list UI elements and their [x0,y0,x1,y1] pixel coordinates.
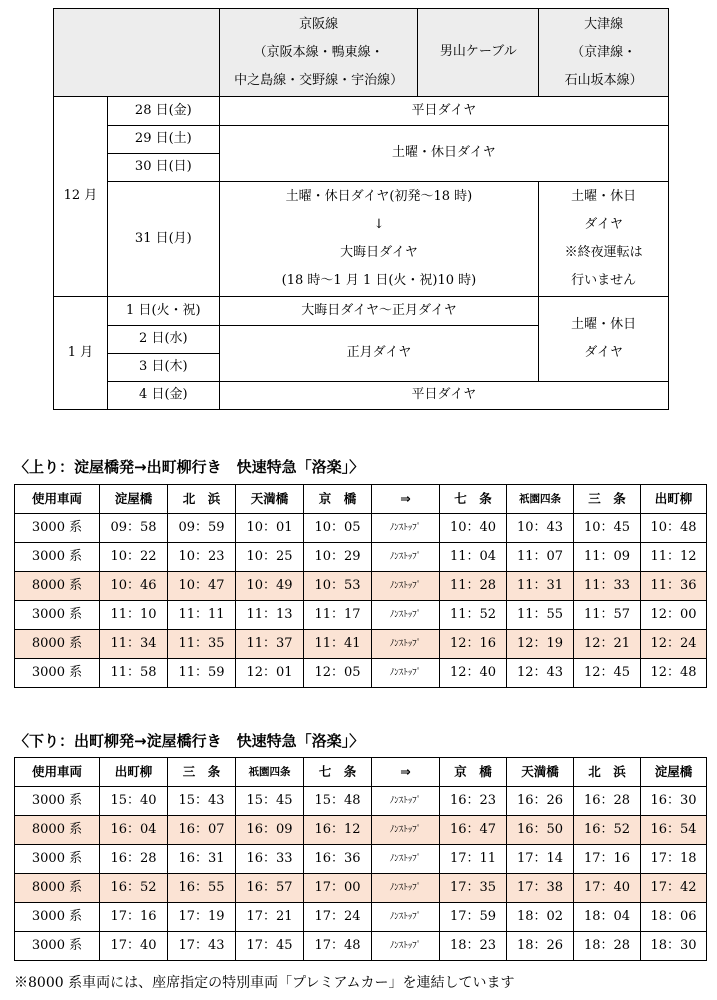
time-cell: 12：21 [574,630,641,659]
table-row [15,932,707,961]
time-cell: 16：52 [100,874,168,903]
vehicle-type-cell: 3000 系 [15,543,100,572]
nonstop-cell: ﾉﾝｽﾄｯﾌﾟ [372,845,440,874]
nonstop-cell: ﾉﾝｽﾄｯﾌﾟ [372,903,440,932]
day-j1: 1 日(火・祝) [107,297,219,326]
col-header: 祇園四条 [236,758,304,787]
d31-line-1: 土曜・休日ダイヤ(初発～18 時) [285,189,473,204]
time-cell: 12：40 [440,659,507,688]
col-header: 出町柳 [641,485,707,514]
time-cell: 11：17 [304,601,372,630]
time-cell: 16：12 [304,816,372,845]
time-cell: 15：40 [100,787,168,816]
time-cell: 17：24 [304,903,372,932]
time-cell: 18：26 [507,932,574,961]
col-header: 三 条 [574,485,641,514]
cell-otsu-31 [539,182,669,297]
time-cell: 10：48 [641,514,707,543]
time-cell: 11：34 [100,630,168,659]
time-cell: 15：43 [168,787,236,816]
vehicle-type-cell: 8000 系 [15,874,100,903]
time-cell: 16：50 [507,816,574,845]
time-cell: 17：16 [100,903,168,932]
time-cell: 17：11 [440,845,507,874]
col-header-arrow: ⇒ [372,758,440,787]
up-timetable-body [15,514,707,688]
time-cell: 15：48 [304,787,372,816]
col-header: 京 橋 [304,485,372,514]
time-cell: 10：53 [304,572,372,601]
up-header-row [15,485,707,514]
table-row [15,572,707,601]
time-cell: 17：16 [574,845,641,874]
down-timetable-heading: 〈下り：出町柳発→淀屋橋行き 快速特急「洛楽」〉 [14,732,365,750]
month-january: 1 月 [54,297,108,410]
col-header: 使用車両 [15,485,100,514]
time-cell: 15：45 [236,787,304,816]
time-cell: 12：43 [507,659,574,688]
nonstop-cell: ﾉﾝｽﾄｯﾌﾟ [372,514,440,543]
time-cell: 10：47 [168,572,236,601]
time-cell: 11：58 [100,659,168,688]
table-row [15,601,707,630]
table-row [15,816,707,845]
col-header: 淀屋橋 [641,758,707,787]
day-31: 31 日(月) [107,182,219,297]
col-header-arrow: ⇒ [372,485,440,514]
vehicle-type-cell: 8000 系 [15,816,100,845]
time-cell: 11：37 [236,630,304,659]
cell-weekend-29-30: 土曜・休日ダイヤ [219,126,668,182]
table-row [15,543,707,572]
keihan-subtitle-2: 中之島線・交野線・宇治線） [234,72,404,88]
nonstop-cell: ﾉﾝｽﾄｯﾌﾟ [372,543,440,572]
time-cell: 18：04 [574,903,641,932]
day-28: 28 日(金) [107,97,219,126]
time-cell: 17：45 [236,932,304,961]
time-cell: 10：46 [100,572,168,601]
table-row [15,659,707,688]
time-cell: 09：59 [168,514,236,543]
time-cell: 10：05 [304,514,372,543]
time-cell: 11：13 [236,601,304,630]
down-timetable [14,757,707,961]
col-header: 京 橋 [440,758,507,787]
time-cell: 17：21 [236,903,304,932]
otsu31-line-3: ※終夜運転は [564,245,643,260]
time-cell: 11：41 [304,630,372,659]
otsu-subtitle-2: 石山坂本線） [564,72,643,88]
time-cell: 12：05 [304,659,372,688]
nonstop-cell: ﾉﾝｽﾄｯﾌﾟ [372,630,440,659]
time-cell: 17：35 [440,874,507,903]
time-cell: 11：07 [507,543,574,572]
vehicle-type-cell: 8000 系 [15,572,100,601]
time-cell: 12：45 [574,659,641,688]
otsujan-line-1: 土曜・休日 [571,317,637,332]
time-cell: 16：04 [100,816,168,845]
col-header: 淀屋橋 [100,485,168,514]
otsu-title: 大津線 [584,16,624,32]
col-header: 天満橋 [236,485,304,514]
day-j3: 3 日(木) [107,354,219,382]
time-cell: 10：22 [100,543,168,572]
time-cell: 11：59 [168,659,236,688]
down-timetable-body [15,787,707,961]
up-timetable [14,484,707,688]
vehicle-type-cell: 8000 系 [15,630,100,659]
holiday-schedule-table [53,8,669,410]
time-cell: 17：42 [641,874,707,903]
time-cell: 17：48 [304,932,372,961]
time-cell: 11：10 [100,601,168,630]
header-cable: 男山ケーブル [418,9,539,97]
cell-weekday-28: 平日ダイヤ [219,97,668,126]
col-header: 北 浜 [574,758,641,787]
time-cell: 16：31 [168,845,236,874]
nonstop-cell: ﾉﾝｽﾄｯﾌﾟ [372,874,440,903]
header-keihan [219,9,418,97]
time-cell: 11：28 [440,572,507,601]
otsujan-line-2: ダイヤ [584,345,623,360]
table-row [15,514,707,543]
vehicle-type-cell: 3000 系 [15,845,100,874]
table-row [15,630,707,659]
time-cell: 10：40 [440,514,507,543]
nonstop-cell: ﾉﾝｽﾄｯﾌﾟ [372,601,440,630]
otsu-subtitle-1: （京津線・ [571,44,637,60]
nonstop-cell: ﾉﾝｽﾄｯﾌﾟ [372,787,440,816]
time-cell: 16：28 [574,787,641,816]
col-header: 天満橋 [507,758,574,787]
time-cell: 16：33 [236,845,304,874]
time-cell: 16：09 [236,816,304,845]
col-header: 祇園四条 [507,485,574,514]
time-cell: 11：57 [574,601,641,630]
vehicle-type-cell: 3000 系 [15,787,100,816]
time-cell: 16：55 [168,874,236,903]
table-row [15,903,707,932]
time-cell: 17：38 [507,874,574,903]
vehicle-type-cell: 3000 系 [15,932,100,961]
d31-line-4: (18 時～1 月 1 日(火・祝)10 時) [281,273,477,288]
keihan-subtitle-1: （京阪本線・鴨東線・ [253,44,384,60]
time-cell: 16：07 [168,816,236,845]
nonstop-cell: ﾉﾝｽﾄｯﾌﾟ [372,659,440,688]
d31-line-3: 大晦日ダイヤ [340,245,418,260]
time-cell: 18：02 [507,903,574,932]
time-cell: 12：19 [507,630,574,659]
nonstop-cell: ﾉﾝｽﾄｯﾌﾟ [372,572,440,601]
time-cell: 10：43 [507,514,574,543]
time-cell: 17：18 [641,845,707,874]
time-cell: 11：55 [507,601,574,630]
day-j2: 2 日(水) [107,326,219,354]
time-cell: 10：23 [168,543,236,572]
time-cell: 11：52 [440,601,507,630]
time-cell: 11：31 [507,572,574,601]
time-cell: 11：35 [168,630,236,659]
time-cell: 11：04 [440,543,507,572]
time-cell: 17：40 [100,932,168,961]
time-cell: 16：47 [440,816,507,845]
time-cell: 18：30 [641,932,707,961]
time-cell: 11：12 [641,543,707,572]
table-row [15,787,707,816]
keihan-title: 京阪線 [299,16,339,32]
cell-shogatsu: 正月ダイヤ [219,326,538,382]
col-header: 使用車両 [15,758,100,787]
time-cell: 10：29 [304,543,372,572]
table-row [15,874,707,903]
time-cell: 17：19 [168,903,236,932]
time-cell: 10：25 [236,543,304,572]
cell-otsu-jan [539,297,669,382]
col-header: 七 条 [440,485,507,514]
up-timetable-heading: 〈上り：淀屋橋発→出町柳行き 快速特急「洛楽」〉 [14,458,365,476]
day-29: 29 日(土) [107,126,219,154]
time-cell: 17：59 [440,903,507,932]
time-cell: 12：00 [641,601,707,630]
time-cell: 16：30 [641,787,707,816]
cell-keihan-31 [219,182,538,297]
time-cell: 16：23 [440,787,507,816]
time-cell: 16：36 [304,845,372,874]
time-cell: 10：01 [236,514,304,543]
col-header: 北 浜 [168,485,236,514]
col-header: 三 条 [168,758,236,787]
time-cell: 16：54 [641,816,707,845]
time-cell: 11：11 [168,601,236,630]
time-cell: 11：36 [641,572,707,601]
time-cell: 09：58 [100,514,168,543]
day-j4: 4 日(金) [107,382,219,410]
otsu31-line-1: 土曜・休日 [571,189,637,204]
time-cell: 16：52 [574,816,641,845]
col-header: 七 条 [304,758,372,787]
time-cell: 18：23 [440,932,507,961]
vehicle-type-cell: 3000 系 [15,601,100,630]
cell-keihan-j1: 大晦日ダイヤ～正月ダイヤ [219,297,538,326]
down-arrow-icon: ↓ [373,217,385,232]
vehicle-type-cell: 3000 系 [15,903,100,932]
time-cell: 18：06 [641,903,707,932]
otsu31-line-4: 行いません [571,273,637,288]
time-cell: 17：14 [507,845,574,874]
day-30: 30 日(日) [107,154,219,182]
time-cell: 16：28 [100,845,168,874]
time-cell: 12：48 [641,659,707,688]
header-blank [54,9,220,97]
time-cell: 16：26 [507,787,574,816]
down-header-row [15,758,707,787]
time-cell: 11：33 [574,572,641,601]
time-cell: 12：01 [236,659,304,688]
time-cell: 12：16 [440,630,507,659]
month-december: 12 月 [54,97,108,297]
table-row [15,845,707,874]
nonstop-cell: ﾉﾝｽﾄｯﾌﾟ [372,816,440,845]
time-cell: 18：28 [574,932,641,961]
vehicle-type-cell: 3000 系 [15,659,100,688]
nonstop-cell: ﾉﾝｽﾄｯﾌﾟ [372,932,440,961]
time-cell: 10：49 [236,572,304,601]
time-cell: 17：40 [574,874,641,903]
time-cell: 11：09 [574,543,641,572]
vehicle-type-cell: 3000 系 [15,514,100,543]
footnote: ※8000 系車両には、座席指定の特別車両「プレミアムカー」を連結しています [14,975,515,991]
time-cell: 17：00 [304,874,372,903]
time-cell: 10：45 [574,514,641,543]
time-cell: 16：57 [236,874,304,903]
time-cell: 17：43 [168,932,236,961]
col-header: 出町柳 [100,758,168,787]
time-cell: 12：24 [641,630,707,659]
cell-weekday-j4: 平日ダイヤ [219,382,668,410]
otsu31-line-2: ダイヤ [584,217,623,232]
header-otsu [539,9,669,97]
